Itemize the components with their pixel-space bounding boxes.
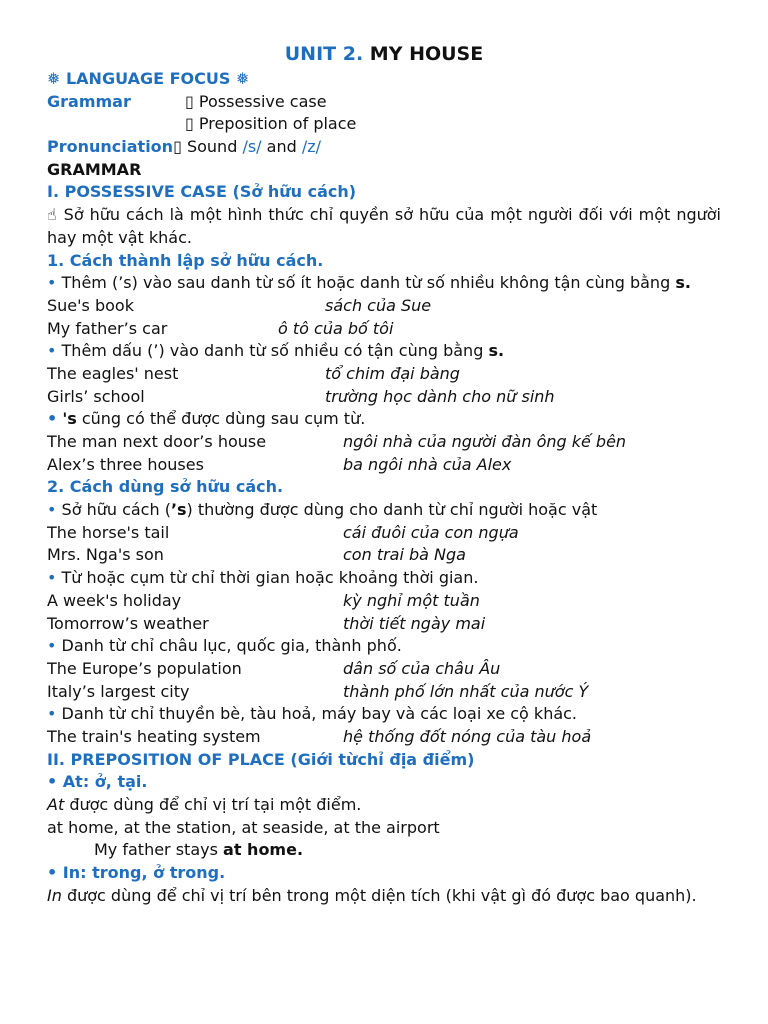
grammar-label: Grammar [47, 91, 131, 111]
example-vi: sách của Sue [325, 295, 432, 315]
pron-and: and [266, 137, 297, 157]
bullet-icon: • [47, 500, 57, 520]
example-vi: ngôi nhà của người đàn ông kế bên [343, 432, 627, 452]
example-row [47, 431, 721, 454]
rule-4-marker: ’s [170, 500, 187, 520]
bullet-icon: • [47, 704, 57, 724]
example-vi: cái đuôi của con ngựa [343, 522, 519, 542]
pron-z: /z/ [301, 137, 322, 157]
example-en: Girls’ school [47, 386, 145, 406]
in-description [47, 885, 721, 908]
example-vi: kỳ nghỉ một tuần [343, 590, 480, 610]
rule-7 [47, 703, 721, 726]
unit-name: MY HOUSE [369, 43, 484, 65]
rule-2 [47, 340, 721, 363]
example-row [47, 681, 721, 704]
example-en: The horse's tail [47, 522, 170, 542]
example-row [47, 544, 721, 567]
at-sentence-bold: at home. [223, 840, 304, 860]
example-row [47, 318, 721, 341]
example-en: Tomorrow’s weather [47, 613, 209, 633]
example-row [47, 658, 721, 681]
example-row [47, 522, 721, 545]
example-en: Italy’s largest city [47, 681, 190, 701]
example-vi: dân số của châu Âu [343, 658, 501, 678]
example-row [47, 454, 721, 477]
example-row [47, 590, 721, 613]
box-icon: ▯ [173, 137, 182, 157]
example-en: A week's holiday [47, 590, 182, 610]
subsection-1-heading: 1. Cách thành lập sở hữu cách. [47, 250, 324, 270]
at-examples: at home, at the station, at seaside, at the airport [47, 817, 440, 837]
bullet-icon: • [47, 636, 57, 656]
example-row [47, 363, 721, 386]
grammar-heading: GRAMMAR [47, 159, 142, 179]
box-icon: ▯ [185, 114, 194, 134]
in-desc-text: được dùng để chỉ vị trí bên trong một diện tích (khi vật gì đó được bao quanh). [66, 885, 697, 905]
rule-4-text-c: ) thường được dùng cho danh từ chỉ người hoặc vật [186, 500, 598, 520]
example-en: The Europe’s population [47, 658, 242, 678]
example-en: The man next door’s house [47, 432, 267, 452]
rule-2-suffix: s. [488, 341, 505, 361]
rule-3-text: cũng có thể được dùng sau cụm từ. [81, 409, 366, 429]
grammar-item-2: Preposition of place [198, 114, 357, 134]
example-vi: thành phố lớn nhất của nước Ý [343, 681, 589, 701]
rule-6-text: Danh từ chỉ châu lục, quốc gia, thành phố. [61, 636, 402, 656]
example-row [47, 295, 721, 318]
pronunciation-label: Pronunciation [47, 137, 174, 157]
example-en: Alex’s three houses [47, 454, 204, 474]
in-word: In [47, 885, 62, 905]
at-desc-text: được dùng để chỉ vị trí tại một điểm. [69, 795, 362, 815]
grammar-row-2 [47, 113, 721, 136]
example-row [47, 613, 721, 636]
rule-2-text: Thêm dấu (’) vào danh từ số nhiều có tận cùng bằng [61, 341, 484, 361]
example-vi: hệ thống đốt nóng của tàu hoả [343, 726, 592, 746]
at-sentence [47, 839, 721, 862]
example-vi: con trai bà Nga [343, 545, 466, 565]
example-row [47, 726, 721, 749]
pron-s: /s/ [242, 137, 262, 157]
section-2-heading: II. PREPOSITION OF PLACE (Giới từchỉ địa điểm) [47, 749, 475, 769]
page-title [47, 40, 721, 68]
example-row [47, 386, 721, 409]
at-word: At [47, 795, 65, 815]
pron-sound: Sound [186, 137, 238, 157]
rule-5-text: Từ hoặc cụm từ chỉ thời gian hoặc khoảng thời gian. [61, 568, 479, 588]
rule-4-text-a: Sở hữu cách ( [61, 500, 171, 520]
bullet-icon: • [47, 341, 57, 361]
rule-5 [47, 567, 721, 590]
at-heading: • At: ở, tại. [47, 772, 148, 792]
rule-1 [47, 272, 721, 295]
rule-7-text: Danh từ chỉ thuyền bè, tàu hoả, máy bay và các loại xe cộ khác. [61, 704, 578, 724]
rule-4 [47, 499, 721, 522]
document-page [47, 40, 721, 908]
rule-6 [47, 635, 721, 658]
grammar-row [47, 91, 721, 114]
example-vi: ô tô của bố tôi [278, 318, 394, 338]
example-vi: trường học dành cho nữ sinh [325, 386, 555, 406]
example-en: My father’s car [47, 318, 168, 338]
section-1-heading: I. POSSESSIVE CASE (Sở hữu cách) [47, 182, 357, 202]
example-en: The eagles' nest [47, 363, 179, 383]
subsection-2-heading: 2. Cách dùng sở hữu cách. [47, 477, 284, 497]
example-en: Mrs. Nga's son [47, 545, 164, 565]
example-en: Sue's book [47, 295, 134, 315]
language-focus-heading: ❅ LANGUAGE FOCUS ❅ [47, 69, 250, 88]
box-icon: ▯ [185, 91, 194, 111]
example-vi: thời tiết ngày mai [343, 613, 486, 633]
rule-1-suffix: s. [675, 273, 691, 293]
bullet-icon: • [47, 568, 57, 588]
pronunciation-row [47, 136, 721, 159]
rule-3-marker: 's [62, 409, 77, 429]
unit-label: UNIT 2. [284, 43, 364, 65]
at-description [47, 794, 721, 817]
bullet-icon: • [47, 409, 58, 429]
grammar-item-1: Possessive case [198, 91, 327, 111]
bullet-icon: • [47, 273, 57, 293]
rule-3 [47, 408, 721, 431]
in-heading: • In: trong, ở trong. [47, 863, 226, 883]
example-en: The train's heating system [47, 726, 261, 746]
example-vi: ba ngôi nhà của Alex [343, 454, 512, 474]
rule-1-text: Thêm (’s) vào sau danh từ số ít hoặc danh từ số nhiều không tận cùng bằng [61, 273, 671, 293]
section-1-intro: ☝ Sở hữu cách là một hình thức chỉ quyền sở hữu của một người đối với một người hay một vật khác. [47, 205, 721, 247]
example-vi: tổ chim đại bàng [325, 363, 460, 383]
at-sentence-text: My father stays [94, 840, 218, 860]
